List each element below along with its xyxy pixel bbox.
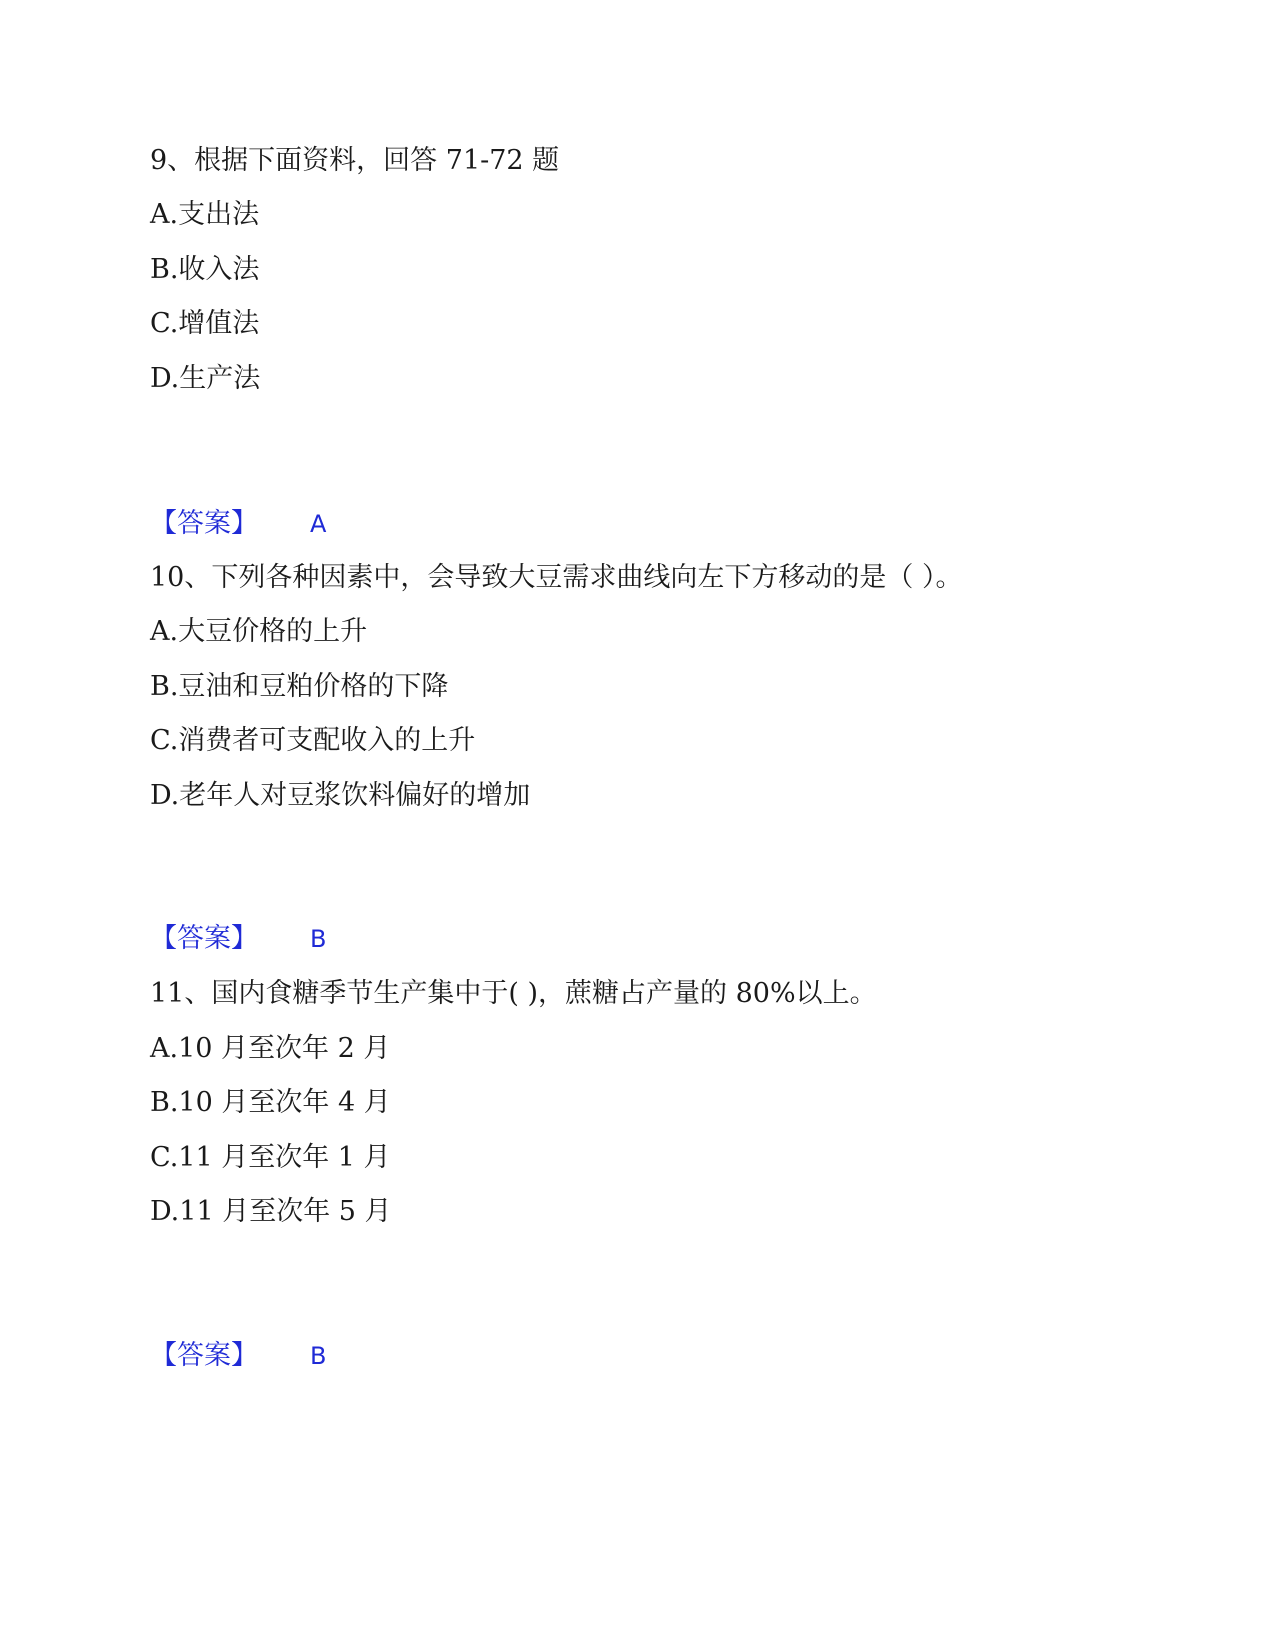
question-11-option-c: C.11 月至次年 1 月 [150,1142,391,1173]
question-11-answer [150,1339,326,1373]
question-9-option-d: D.生产法 [150,363,261,394]
question-10-answer [150,922,326,956]
answer-label: 【答案】 [150,1340,258,1371]
question-11-option-d: D.11 月至次年 5 月 [150,1196,392,1227]
question-9-option-a: A.支出法 [150,199,260,230]
answer-letter: B [310,1342,327,1370]
question-9-option-c: C.增值法 [150,308,260,339]
question-10-stem: 10、下列各种因素中，会导致大豆需求曲线向左下方移动的是（ ）。 [150,562,963,593]
answer-letter: A [310,510,327,538]
question-10-option-b: B.豆油和豆粕价格的下降 [150,671,449,702]
question-11-option-b: B.10 月至次年 4 月 [150,1087,391,1118]
question-10-option-d: D.老年人对豆浆饮料偏好的增加 [150,780,531,811]
question-9-stem: 9、根据下面资料，回答 71-72 题 [150,145,560,176]
question-11-stem: 11、国内食糖季节生产集中于( )，蔗糖占产量的 80%以上。 [150,978,877,1009]
answer-label: 【答案】 [150,508,258,539]
question-10-option-c: C.消费者可支配收入的上升 [150,725,476,756]
question-9-option-b: B.收入法 [150,254,260,285]
question-11-option-a: A.10 月至次年 2 月 [150,1033,391,1064]
question-10-option-a: A.大豆价格的上升 [150,616,368,647]
answer-letter: B [310,925,327,953]
question-9-answer [150,507,326,541]
answer-label: 【答案】 [150,923,258,954]
